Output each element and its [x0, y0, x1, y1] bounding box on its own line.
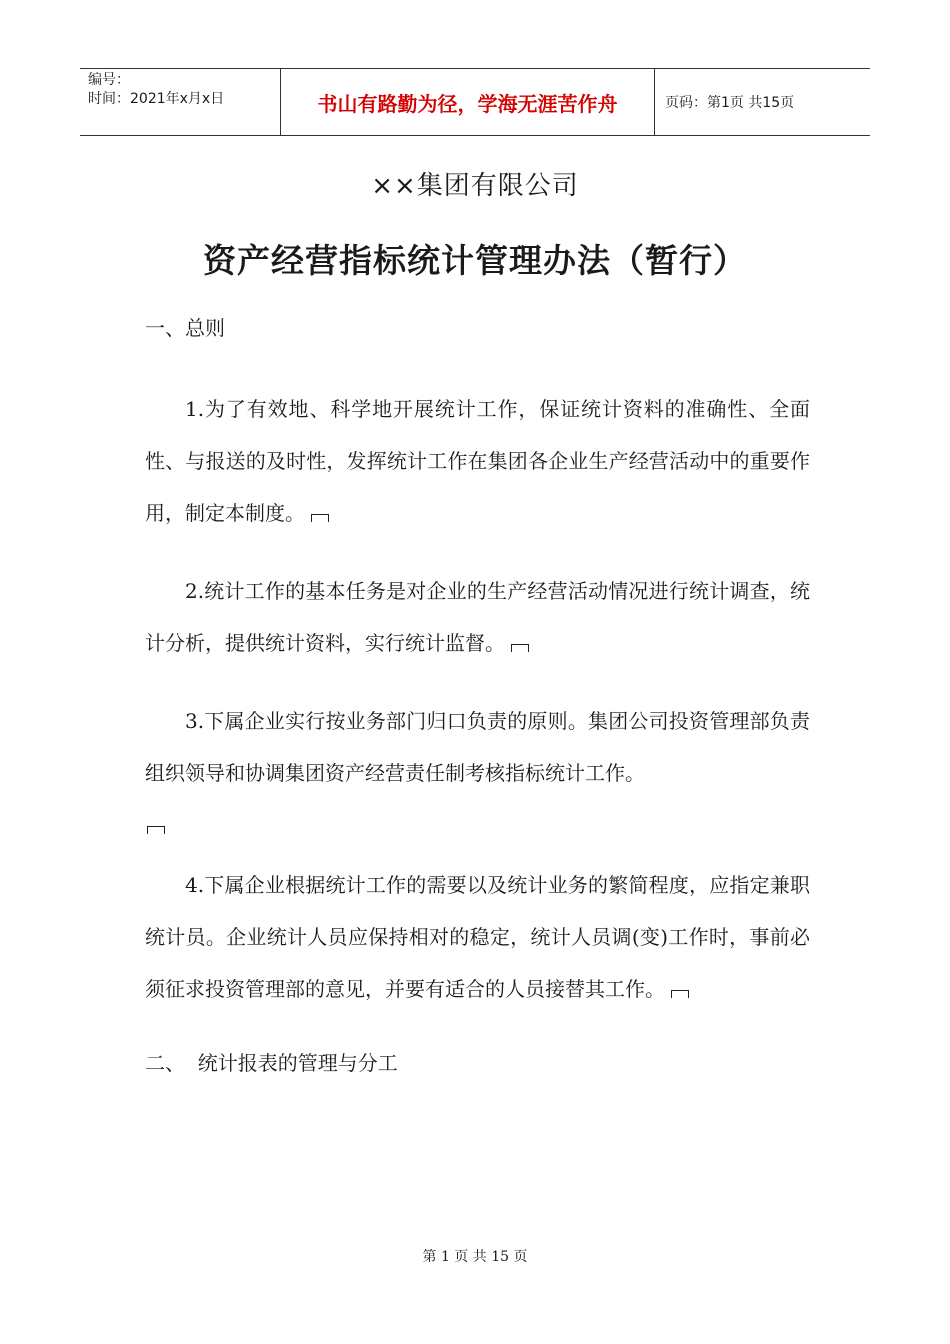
motto-text: 书山有路勤为径，学海无涯苦作舟 [317, 91, 618, 116]
header-meta [80, 69, 281, 135]
paragraph-1-text: 1.为了有效地、科学地开展统计工作，保证统计资料的准确性、全面性、与报送的及时性，发挥统计工作在集团各企业生产经营活动中的重要作用，制定本制度。 [145, 397, 810, 525]
document-date: 时间：2021年x月x日 [88, 91, 225, 107]
document-title: 资产经营指标统计管理办法（暂行） [203, 241, 747, 280]
company-name: ××集团有限公司 [371, 171, 579, 201]
paragraph-mark-icon [147, 826, 165, 834]
header-motto [281, 69, 655, 135]
page-info-text: 页码：第1页 共15页 [665, 95, 795, 111]
header-page-info [655, 69, 870, 135]
paragraph-3 [145, 695, 810, 799]
document-body [145, 306, 810, 1085]
paragraph-mark-icon [311, 514, 329, 522]
document-number-label: 编号： [88, 72, 130, 88]
paragraph-4-text: 4.下属企业根据统计工作的需要以及统计业务的繁简程度，应指定兼职统计员。企业统计人员应保持相对的稳定，统计人员调(变)工作时，事前必须征求投资管理部的意见，并要有适合的人员接替其工作。 [145, 873, 810, 1001]
paragraph-mark-icon [671, 990, 689, 998]
section-heading-reports: 二、 统计报表的管理与分工 [145, 1051, 398, 1075]
paragraph-2-text: 2.统计工作的基本任务是对企业的生产经营活动情况进行统计调查，统计分析，提供统计资料，实行统计监督。 [145, 579, 810, 655]
paragraph-1 [145, 383, 810, 539]
footer-page-number: 第 1 页 共 15 页 [422, 1249, 528, 1265]
paragraph-4 [145, 859, 810, 1015]
paragraph-mark-line [145, 799, 810, 851]
section-heading-general: 一、总则 [145, 316, 225, 340]
paragraph-mark-icon [511, 644, 529, 652]
paragraph-2 [145, 565, 810, 669]
paragraph-3-text: 3.下属企业实行按业务部门归口负责的原则。集团公司投资管理部负责组织领导和协调集团资产经营责任制考核指标统计工作。 [145, 709, 810, 785]
page-header [80, 68, 870, 136]
page-footer [0, 1246, 950, 1266]
